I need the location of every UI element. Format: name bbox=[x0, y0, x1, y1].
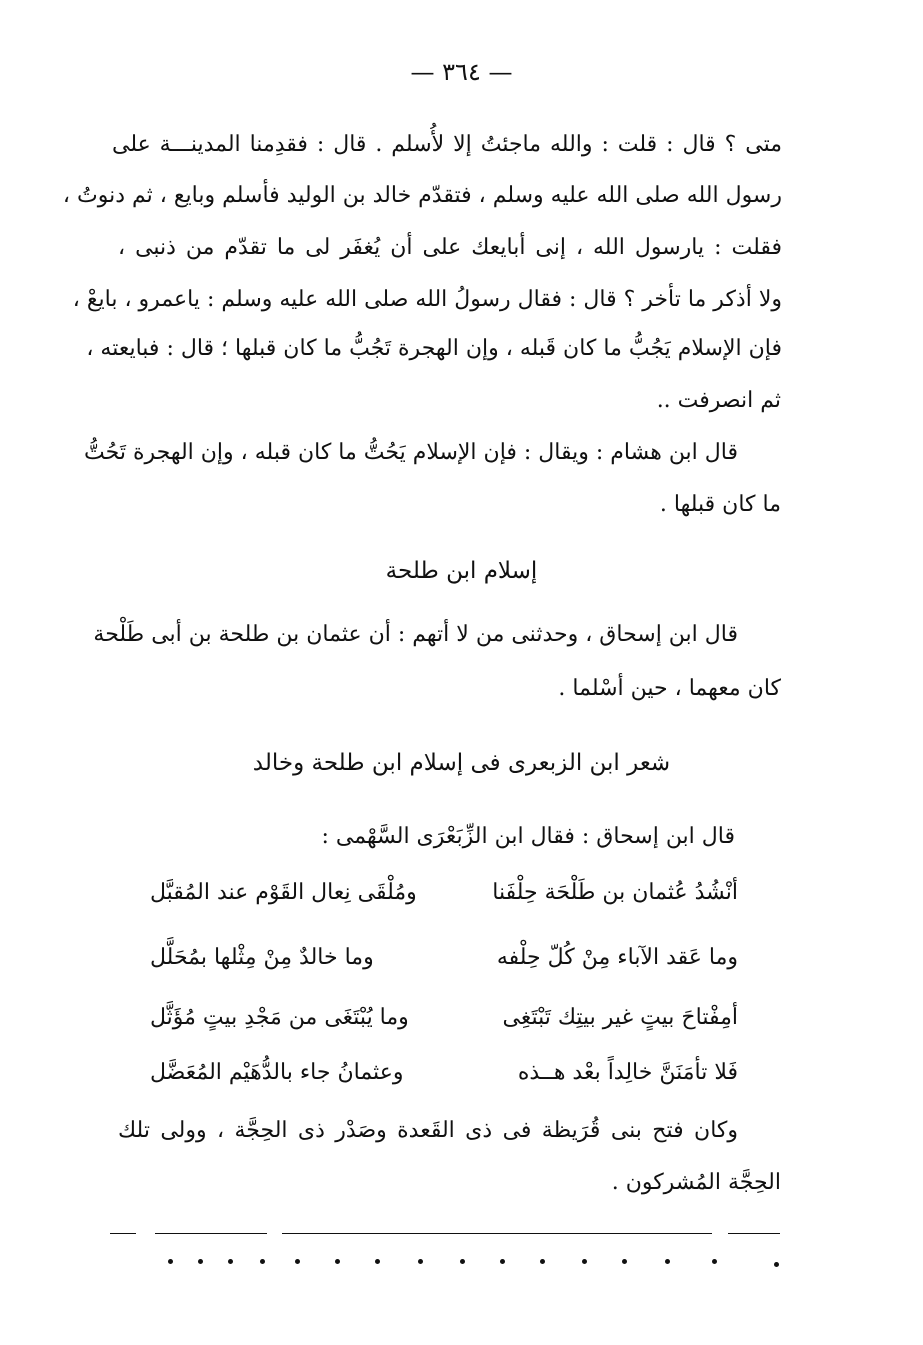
text-line: ثم انصرفت .. bbox=[656, 388, 781, 413]
text-line: قال ابن هشام : ويقال : فإن الإسلام يَحُتُّ ما كان قبله ، وإن الهجرة تَحُتُّ bbox=[84, 440, 738, 465]
ornament-dot bbox=[774, 1262, 779, 1267]
ornament-dot bbox=[582, 1259, 587, 1264]
poem-intro: قال ابن إسحاق : فقال ابن الزِّبَعْرَى السَّهْمى : bbox=[321, 824, 735, 849]
ornament-dot bbox=[622, 1259, 627, 1264]
verse-first-hemistich: أمِفْتاحَ بيتٍ غير بيتِك تَبْتَغِى bbox=[502, 1005, 738, 1030]
bottom-rule-segment bbox=[155, 1233, 267, 1234]
verse-second-hemistich: ومُلْقَى نِعال القَوْم عند المُقبَّل bbox=[150, 880, 417, 905]
ornament-dot bbox=[228, 1259, 233, 1264]
text-line: قال ابن إسحاق ، وحدثنى من لا أتهم : أن عثمان بن طلحة بن أبى طَلْحة bbox=[93, 622, 738, 647]
ornament-dot bbox=[418, 1259, 423, 1264]
text-line: ولا أذكر ما تأخر ؟ قال : فقال رسولُ الله صلى الله عليه وسلم : ياعمرو ، بايعْ ، bbox=[72, 287, 782, 312]
ornament-dot bbox=[540, 1259, 545, 1264]
ornament-dot bbox=[500, 1259, 505, 1264]
text-line: فإن الإسلام يَجُبُّ ما كان قَبله ، وإن الهجرة تَجُبُّ ما كان قبلها ؛ قال : فبايعته ، bbox=[86, 336, 782, 361]
bottom-rule-segment bbox=[110, 1233, 136, 1234]
verse-first-hemistich: وما عَقد الآباء مِنْ كُلّ حِلْفه bbox=[496, 945, 738, 970]
verse-first-hemistich: فَلا تأمَنَنَّ خالِداً بعْد هــذه bbox=[517, 1060, 738, 1085]
text-line: الحِجَّة المُشركون . bbox=[611, 1170, 781, 1195]
ornament-dot bbox=[198, 1259, 203, 1264]
text-line: فقلت : يارسول الله ، إنى أبايعك على أن يُغفَر لى ما تقدّم من ذنبى ، bbox=[118, 235, 782, 260]
ornament-dot bbox=[260, 1259, 265, 1264]
text-line: وكان فتح بنى قُرَيظة فى ذى القَعدة وصَدْر ذى الحِجَّة ، وولى تلك bbox=[118, 1118, 738, 1143]
page-number: — ٣٦٤ — bbox=[410, 58, 513, 86]
verse-second-hemistich: وعثمانُ جاء بالدُّهَيْم المُعَضَّل bbox=[150, 1060, 404, 1085]
verse-first-hemistich: أنْشُدُ عُثمان بن طَلْحَة حِلْفَنا bbox=[492, 880, 738, 905]
verse-second-hemistich: وما يُبْتَغَى من مَجْدِ بيتٍ مُؤَثَّل bbox=[150, 1005, 409, 1030]
ornament-dot bbox=[295, 1259, 300, 1264]
ornament-dot bbox=[335, 1259, 340, 1264]
text-line: متى ؟ قال : قلت : والله ماجئتُ إلا لأُسلم . قال : فقدِمنا المدينـــة على bbox=[112, 132, 782, 157]
ornament-dot bbox=[712, 1259, 717, 1264]
bottom-rule-segment bbox=[282, 1233, 712, 1234]
ornament-dot bbox=[665, 1259, 670, 1264]
ornament-dot bbox=[460, 1259, 465, 1264]
text-line: كان معهما ، حين أسْلما . bbox=[558, 676, 781, 701]
ornament-dot bbox=[168, 1259, 173, 1264]
bottom-rule-segment bbox=[728, 1233, 780, 1234]
ornament-dot bbox=[375, 1259, 380, 1264]
verse-second-hemistich: وما خالدٌ مِنْ مِثْلها بمُحَلَّل bbox=[150, 945, 374, 970]
text-line: ما كان قبلها . bbox=[659, 492, 781, 517]
section-heading: إسلام ابن طلحة bbox=[385, 558, 538, 584]
section-heading: شعر ابن الزبعرى فى إسلام ابن طلحة وخالد bbox=[252, 750, 671, 776]
text-line: رسول الله صلى الله عليه وسلم ، فتقدّم خالد بن الوليد فأسلم وبايع ، ثم دنوتُ ، bbox=[62, 183, 782, 208]
